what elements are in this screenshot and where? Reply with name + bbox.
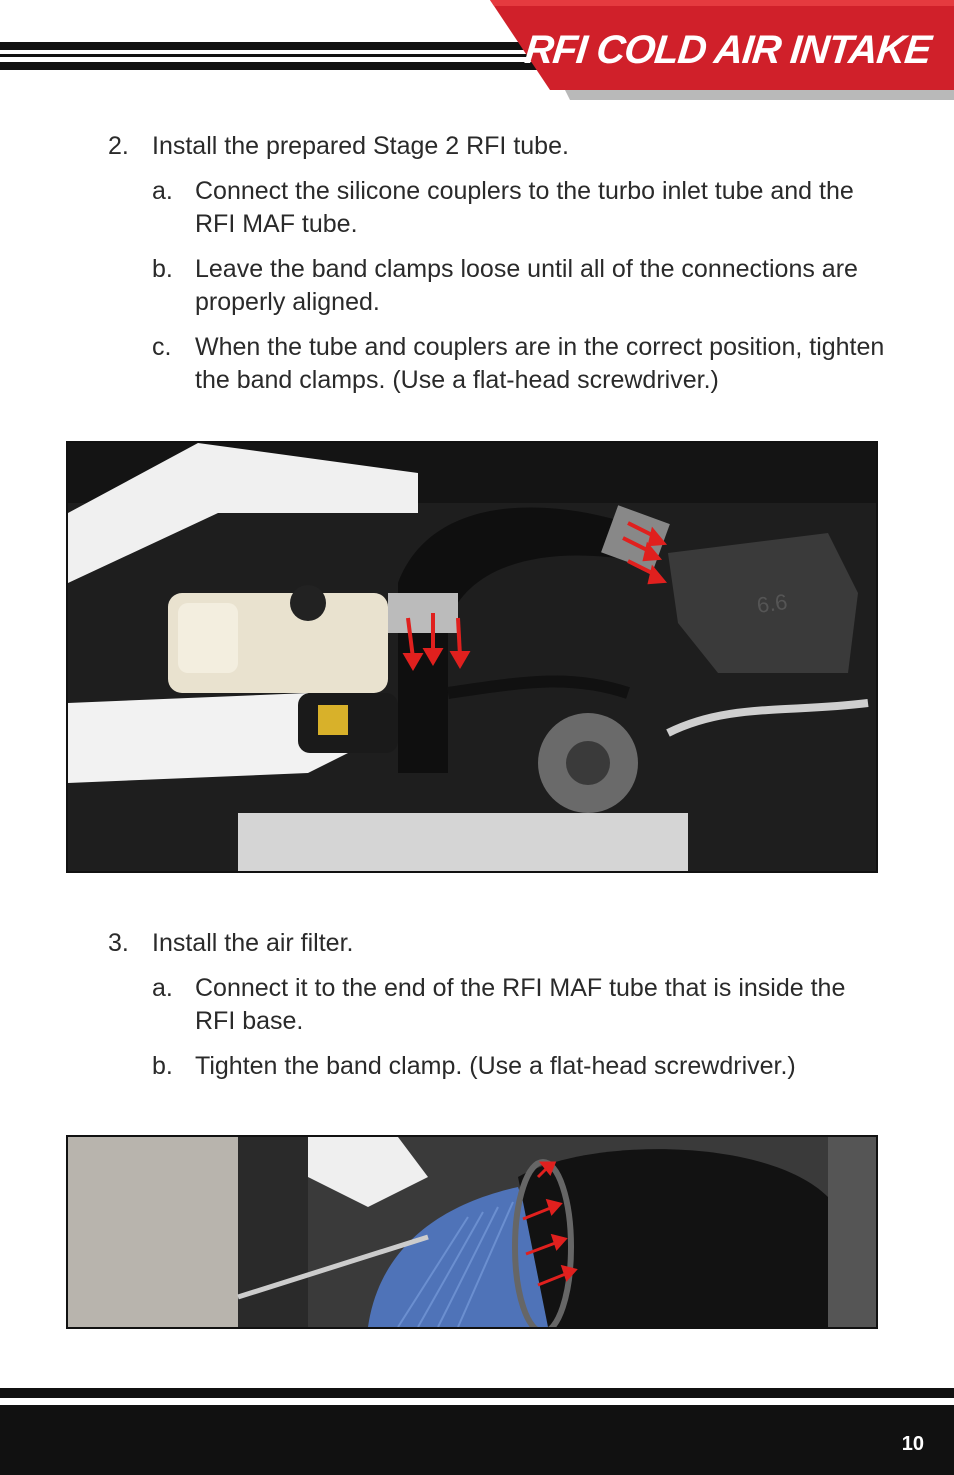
substep-label: a.: [152, 177, 173, 205]
substep-2c: [152, 331, 888, 397]
page-title: RFI COLD AIR INTAKE: [522, 28, 933, 72]
substep-label: b.: [152, 255, 173, 283]
page-number: 10: [901, 1433, 924, 1455]
footer-rule: [0, 1388, 954, 1398]
step-text: Install the air filter.: [152, 929, 354, 957]
step-2: [108, 130, 888, 397]
step-3: [108, 927, 888, 1083]
substep-label: c.: [152, 333, 172, 361]
air-filter-photo: [66, 1135, 878, 1329]
substep-3b: [152, 1050, 888, 1083]
step-number: 3.: [108, 929, 129, 957]
step-number: 2.: [108, 132, 129, 160]
substep-label: a.: [152, 974, 173, 1002]
substep-text: When the tube and couplers are in the correct position, tighten the band clamps. (Use a flat-head screwdriver.): [195, 333, 885, 394]
substep-text: Tighten the band clamp. (Use a flat-head screwdriver.): [195, 1052, 796, 1080]
substep-2b: [152, 253, 888, 319]
engine-bay-photo: [66, 441, 878, 873]
substep-label: b.: [152, 1052, 173, 1080]
substep-2a: [152, 175, 888, 241]
step-text: Install the prepared Stage 2 RFI tube.: [152, 132, 569, 160]
substep-text: Connect it to the end of the RFI MAF tube that is inside the RFI base.: [195, 974, 846, 1035]
substep-text: Leave the band clamps loose until all of the connections are properly aligned.: [195, 255, 858, 316]
svg-text:6.6: 6.6: [755, 588, 789, 618]
footer-bar: [0, 1405, 954, 1475]
substep-3a: [152, 972, 888, 1038]
substep-text: Connect the silicone couplers to the turbo inlet tube and the RFI MAF tube.: [195, 177, 854, 238]
